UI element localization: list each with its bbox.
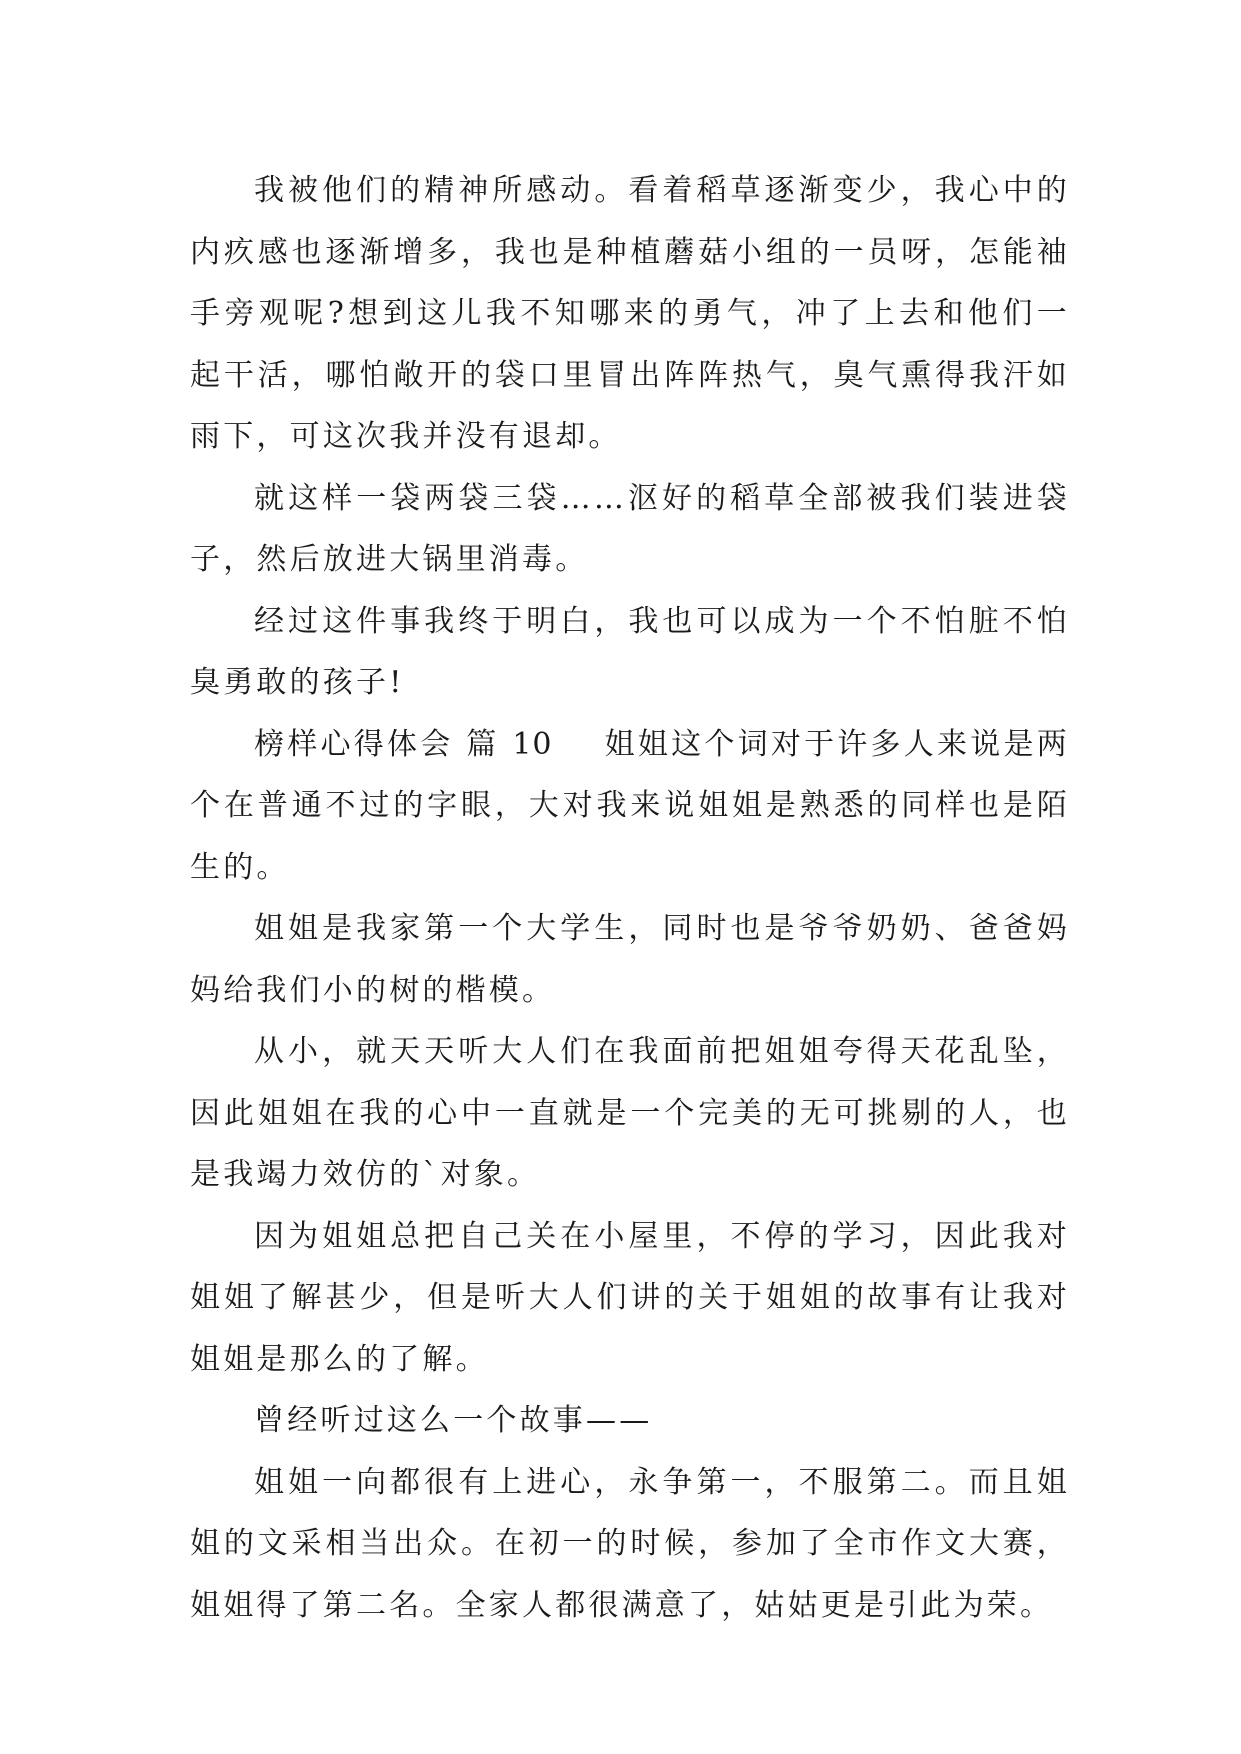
paragraph-lesson: 经过这件事我终于明白，我也可以成为一个不怕脏不怕臭勇敢的孩子! [190, 603, 1070, 700]
paragraph-contest: 姐姐一向都很有上进心，永争第一，不服第二。而且姐姐的文采相当出众。在初一的时候，参加了全市作文大赛，姐姐得了第二名。全家人都很满意了，姑姑更是引此为荣。 [190, 1464, 1070, 1623]
paragraph-story-intro: 曾经听过这么一个故事—— [254, 1403, 653, 1438]
paragraph-bags: 就这样一袋两袋三袋……沤好的稻草全部被我们装进袋子，然后放进大锅里消毒。 [190, 480, 1070, 577]
section-heading-paragraph [190, 714, 1070, 899]
paragraph-praise: 从小，就天天听大人们在我面前把姐姐夸得天花乱坠，因此姐姐在我的心中一直就是一个完美的无可挑剔的人，也是我竭力效仿的`对象。 [190, 1034, 1070, 1192]
section-number: 10 [512, 726, 553, 762]
document-body [190, 160, 1070, 1636]
section-title: 榜样心得体会 [254, 726, 454, 762]
paragraph-study: 因为姐姐总把自己关在小屋里，不停的学习，因此我对姐姐了解甚少，但是听大人们讲的关于姐姐的故事有让我对姐姐是那么的了解。 [190, 1218, 1070, 1377]
section-intro-text: 姐姐这个词对于许多人来说是两个在普通不过的字眼，大对我来说姐姐是熟悉的同样也是陌生的。 [190, 726, 1070, 885]
section-label: 篇 [466, 726, 500, 762]
paragraph-first-graduate: 姐姐是我家第一个大学生，同时也是爷爷奶奶、爸爸妈妈给我们小的树的楷模。 [190, 911, 1070, 1008]
paragraph-mushroom-work: 我被他们的精神所感动。看着稻草逐渐变少，我心中的内疚感也逐渐增多，我也是种植蘑菇小组的一员呀，怎能袖手旁观呢?想到这儿我不知哪来的勇气，冲了上去和他们一起干活，哪怕敞开的袋口里冒出阵阵热气，臭气熏得我汗如雨下，可这次我并没有退却。 [190, 173, 1070, 454]
